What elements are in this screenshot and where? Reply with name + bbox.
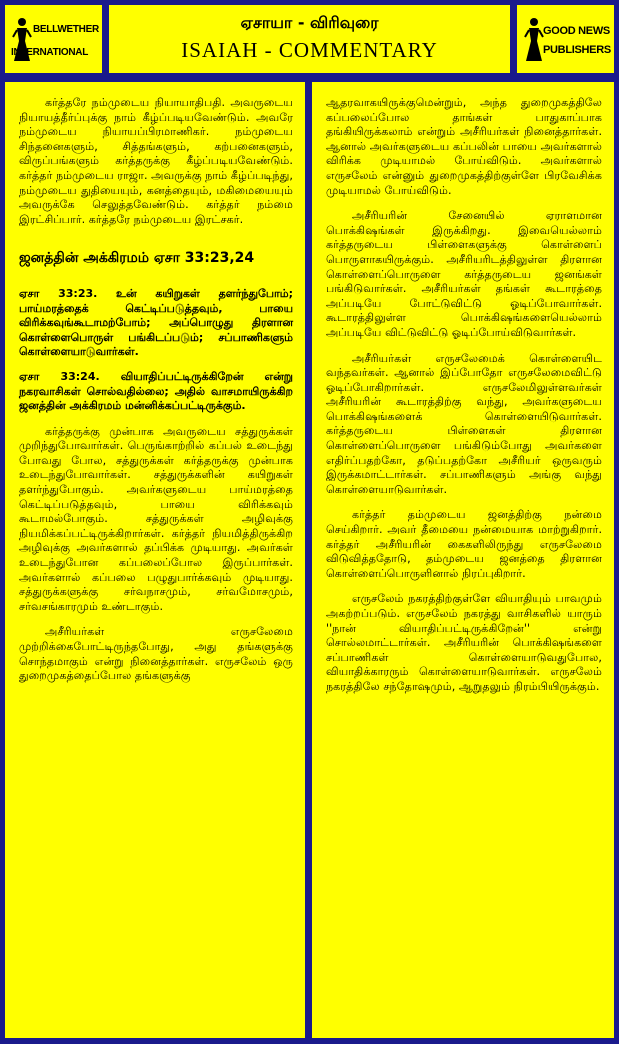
good-news-figure-icon xyxy=(523,17,545,63)
title-box xyxy=(107,3,512,75)
paragraph: கர்த்தருக்கு முன்பாக அவருடைய சத்துருக்கள் முறிந்துபோவார்கள். பெருங்காற்றில் கப்பல் உடைந்து போவது போல, சத்துருக்கள் கர்த்தருக்கு முன்பாக உடைந்துபோவார்கள். சத்துருக்களின் கயிறுகள் தளர்ந்துபோகும். அவர்களுடைய பாய்மரத்தை கெட்டிப்படுத்தவும், பாயை விரிக்கவும் கூடாமல்போகும். சத்துருக்கள் அழிவுக்கு நியமிக்கப்பட்டிருக்கிறார்கள். கர்த்தர் நியமித்திருக்கிற அழிவுக்கு அவர்களால் தப்பிக்க முடியாது. அவர்கள் உடைந்துபோன கப்பலைப்போல இருப்பார்கள். அவர்களால் கப்பலை பழுதுபார்க்கவும் முடியாது. சத்துருக்களுக்கு சர்வநாசமும், சர்வமோசமும், சர்வசங்காரமும் உண்டாகும். xyxy=(19,424,293,613)
right-logo-line1: GOOD NEWS xyxy=(543,25,610,37)
paragraph: கர்த்தர் தம்முடைய ஜனத்திற்கு நன்மை செய்கிறார். அவர் தீமையை நன்மையாக மாற்றுகிறார். கர்த்தர் அசீரியரின் கைகளிலிருந்து எருசலேமை விடுவித்ததோடு, தம்முடைய ஜனத்தை திரளான கொள்ளைப்பொருளினால் நிரப்புகிறார். xyxy=(326,508,602,580)
right-logo-box xyxy=(515,3,616,75)
good-news-logo xyxy=(521,17,611,67)
page-header xyxy=(3,3,616,75)
title-english: ISAIAH - COMMENTARY xyxy=(181,38,438,62)
paragraph: அசீரியர்கள் எருசலேமைக் கொள்ளையிட வந்தவர்கள். ஆனால் இப்போதோ எருசலேமைவிட்டு ஓடிப்போகிறார்கள். எருசலேமிலுள்ளவர்கள் அசீரியரின் கூடாரத்திற்கு வந்து, அவர்களுடைய பொக்கிஷங்களைக் கொள்ளையிடுவார்கள். கர்த்தருடைய பிள்ளைகள் திரளான கொள்ளைப்பொருளை பங்கிடும்போது அவர்களை எதிர்ப்பதற்கோ, தடுப்பதற்கோ அசீரியர் ஒருவரும் இருக்கமாட்டார்கள். சப்பாணிகளும் அங்கு வந்து கொள்ளையாடுவார்கள். xyxy=(326,351,602,496)
bellwether-logo xyxy=(9,17,99,67)
title-tamil: ஏசாயா - விரிவுரை xyxy=(240,13,379,32)
section-heading: ஜனத்தின் அக்கிரமம் ஏசா 33:23,24 xyxy=(19,250,255,267)
left-logo-line1: BELLWETHER xyxy=(33,24,99,35)
right-column xyxy=(310,80,616,1040)
left-column xyxy=(3,80,307,1040)
paragraph: அசீரியரின் சேனையில் ஏராளமான பொக்கிஷங்கள் இருக்கிறது. இவையெல்லாம் கர்த்தருடைய பிள்ளைகளுக்கு கொள்ளைப் பொருளாகயிருக்கும். அசீரியரிடத்திலுள்ள திரளான கொள்ளைப்பொருளை கர்த்தருடைய ஜனங்கள் பங்கிடுவார்கள். அசீரியர்கள் தங்கள் கூடாரத்தை அப்படியே போட்டுவிட்டு ஓடிப்போவார்கள். கூடாரத்திலுள்ள பொக்கிஷங்களையெல்லாம் அப்படியே விட்டுவிட்டு ஓடிப்போய்விடுவார்கள். xyxy=(326,209,602,339)
paragraph: அசீரியர்கள் எருசலேமை முற்றிக்கைபோட்டிருந்தபோது, அது தங்களுக்கு சொந்தமாகும் என்று நினைத்தார்கள். எருசலேம் ஒரு துறைமுகத்தைப்போல தங்களுக்கு xyxy=(19,625,293,683)
verse-text: ஏசா 33:23. உன் கயிறுகள் தளர்ந்துபோம்; பாய்மரத்தைக் கெட்டிப்படுத்தவும், பாயை விரிக்கவுங்கூடாமற்போம்; அப்பொழுது திரளான கொள்ளைபொருள் பங்கிடப்படும்; சப்பாணிகளும் கொள்ளையாடுவார்கள். xyxy=(19,287,293,358)
left-logo-box xyxy=(3,3,104,75)
verse-text: ஏசா 33:24. வியாதிப்பட்டிருக்கிறேன் என்று நகரவாசிகள் சொல்வதில்லை; அதில் வாசமாயிருக்கிற ஜனத்தின் அக்கிரமம் மன்னிக்கப்பட்டிருக்கும். xyxy=(19,370,293,413)
right-logo-line2: PUBLISHERS xyxy=(543,44,611,56)
paragraph: எருசலேம் நகரத்திற்குள்ளே வியாதியும் பாவமும் அகற்றப்படும். எருசலேம் நகரத்து வாசிகளில் யாரும் ''நான் வியாதிப்பட்டிருக்கிறேன்'' என்று சொல்லமாட்டார்கள். அசீரியரின் பொக்கிஷங்களை சப்பாணிகள் கொள்ளையாடுவதுபோல, வியாதிக்காரரும் கொள்ளையாடுவார்கள். எருசலேம் நகரத்திலே சந்தோஷமும், ஆறுதலும் நிரம்பியிருக்கும். xyxy=(326,592,602,693)
paragraph: ஆதரவாகயிருக்குமென்றும், அந்த துறைமுகத்திலே கப்பலைப்போல தாங்கள் பாதுகாப்பாக தங்கியிருக்கலாம் என்றும் அசீரியர்கள் நினைத்தார்கள். ஆனால் அவர்களுடைய கப்பலின் பாயை அவர்களால் விரிக்க முடியாமல் போய்விடும். அவர்களால் எருசலேம் என்னும் துறைமுகத்திற்குள்ளே பிரவேசிக்க முடியாமல் போய்விடும். xyxy=(326,96,602,197)
left-logo-line2: INTERNATIONAL xyxy=(11,47,89,58)
paragraph: கர்த்தரே நம்முடைய நியாயாதிபதி. அவருடைய நியாயத்தீர்ப்புக்கு நாம் கீழ்ப்படியவேண்டும். அவரே நம்முடைய நியாயப்பிரமாணிகர். நம்முடைய சிந்தனைகளும், சித்தங்களும், கற்பனைகளும், விருப்பங்களும் கர்த்தருக்கு கீழ்ப்படியவேண்டும். கர்த்தர் நம்முடைய ராஜா. அவருக்கு நாம் கீழ்ப்படிந்து, நம்முடைய துதியையும், கனத்தையும், மகிமையையும் அவருக்கே செலுத்தவேண்டும். கர்த்தர் நம்மை இரட்சிப்பார். கர்த்தரே நம்முடைய இரட்சகர். xyxy=(19,96,293,226)
